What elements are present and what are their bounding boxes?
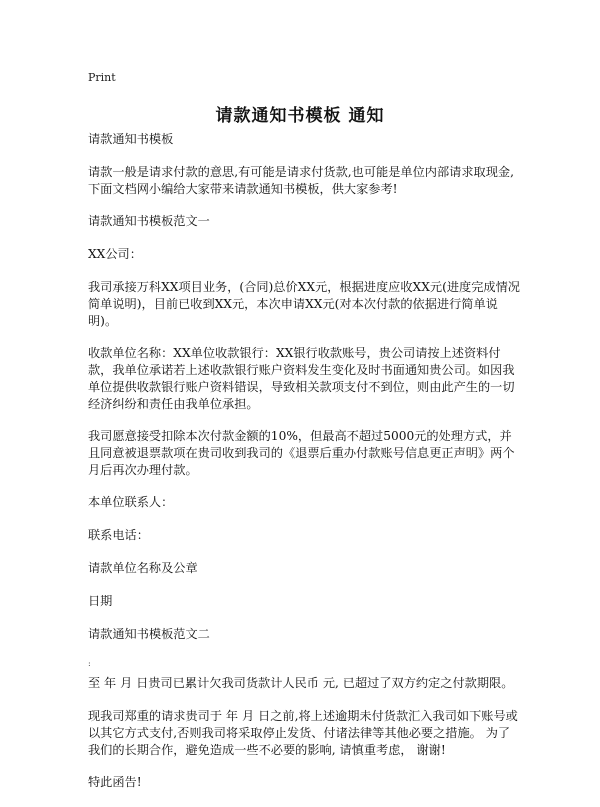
sample2-heading: 请款通知书模板范文二 bbox=[88, 627, 210, 641]
paragraph-2: 收款单位名称：XX单位收款银行：XX银行收款账号，贵公司请按上述资料付款，我单位承诺若上述收款银行账户资料发生变化及时书面通知贵公司。如因我单位提供收款银行账户资料错误，导致相关款项支付不到位，则由此产生的一切经济纠纷和责任由我单位承担。 bbox=[88, 346, 515, 411]
unit-name-seal-line: 请款单位名称及公章 bbox=[88, 561, 198, 575]
sample1-heading: 请款通知书模板范文一 bbox=[88, 214, 210, 228]
subtitle: 请款通知书模板 bbox=[88, 132, 174, 146]
closing-line: 特此函告! bbox=[88, 775, 142, 789]
paragraph-3: 我司愿意接受扣除本次付款金额的10%，但最高不超过5000元的处理方式，并且同意被退票款项在贵司收到我司的《退票后重办付款账号信息更正声明》两个月后再次办理付款。 bbox=[88, 429, 515, 477]
salutation: XX公司： bbox=[88, 247, 142, 261]
paragraph-5: 现我司郑重的请求贵司于 年 月 日之前,将上述逾期未付货款汇入我司如下账号或以其它方式支付,否则我司将采取停止发货、付诸法律等其他必要之措施。 为了我们的长期合作，避免造成一些不必要的影响, 请慎重考虑， 谢谢! bbox=[88, 709, 518, 757]
paragraph-1: 我司承接万科XX项目业务，(合同)总价XX元，根据进度应收XX元(进度完成情况简单说明)，目前已收到XX元，本次申请XX元(对本次付款的依据进行简单说明)。 bbox=[88, 280, 520, 328]
paragraph-4: 至 年 月 日贵司已累计欠我司货款计人民币 元, 已超过了双方约定之付款期限。 bbox=[88, 676, 514, 690]
contact-person-line: 本单位联系人： bbox=[88, 495, 174, 509]
print-label: Print bbox=[88, 71, 116, 84]
page-title: 请款通知书模板 通知 bbox=[215, 106, 385, 126]
contact-phone-line: 联系电话： bbox=[88, 528, 149, 542]
stray-mark: : bbox=[88, 659, 91, 668]
intro-paragraph: 请款一般是请求付款的意思,有可能是请求付货款,也可能是单位内部请求取现金,下面文档网小编给大家带来请款通知书模板，供大家参考! bbox=[88, 165, 514, 196]
document-body bbox=[88, 131, 520, 807]
date-line: 日期 bbox=[88, 594, 113, 608]
